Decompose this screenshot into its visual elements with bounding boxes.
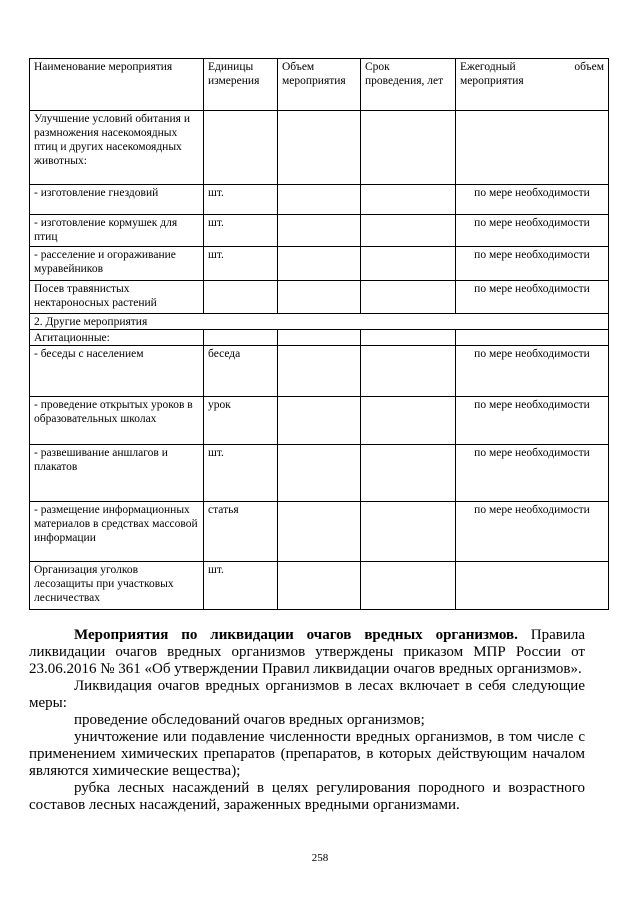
row-term <box>361 281 456 314</box>
row-unit <box>204 330 278 346</box>
row-volume <box>278 111 361 185</box>
row-volume <box>278 346 361 397</box>
row-volume <box>278 397 361 445</box>
header-volume: Объем мероприятия <box>278 59 361 111</box>
row-name: - беседы с населением <box>30 346 204 397</box>
table-row <box>30 185 609 215</box>
row-volume <box>278 330 361 346</box>
table-row <box>30 330 609 346</box>
table-row <box>30 397 609 445</box>
body-text <box>29 627 585 814</box>
row-name: - развешивание аншлагов и плакатов <box>30 445 204 502</box>
row-term <box>361 445 456 502</box>
row-unit: шт. <box>204 445 278 502</box>
row-name: - изготовление гнездовий <box>30 185 204 215</box>
row-annual: по мере необходимости <box>456 445 609 502</box>
paragraph-2: Ликвидация очагов вредных организмов в лесах включает в себя следующие меры: <box>29 678 585 711</box>
table-row <box>30 281 609 314</box>
row-name: Улучшение условий обитания и размножения насекомоядных птиц и других насекомоядных животных: <box>30 111 204 185</box>
row-annual <box>456 330 609 346</box>
row-name: - изготовление кормушек для птиц <box>30 215 204 247</box>
row-annual: по мере необходимости <box>456 215 609 247</box>
row-volume <box>278 562 361 610</box>
header-name: Наименование мероприятия <box>30 59 204 111</box>
row-term <box>361 185 456 215</box>
row-volume <box>278 445 361 502</box>
table-row <box>30 111 609 185</box>
paragraph-1-text: Правила ликвидации очагов вредных организмов утверждены приказом МПР России от 23.06.2016 № 361 «Об утверждении Правил ликвидации очагов вредных организмов». <box>29 627 586 677</box>
paragraph-1-heading: Мероприятия по ликвидации очагов вредных организмов. <box>74 627 518 643</box>
row-unit: шт. <box>204 562 278 610</box>
table-row <box>30 445 609 502</box>
row-volume <box>278 215 361 247</box>
row-unit: статья <box>204 502 278 562</box>
page-number: 258 <box>311 852 329 864</box>
row-term <box>361 346 456 397</box>
row-name: - проведение открытых уроков в образовательных школах <box>30 397 204 445</box>
row-unit: шт. <box>204 215 278 247</box>
row-term <box>361 562 456 610</box>
row-name: Посев травянистых нектароносных растений <box>30 281 204 314</box>
row-unit: шт. <box>204 185 278 215</box>
row-name: - расселение и огораживание муравейников <box>30 247 204 281</box>
paragraph-1 <box>29 627 585 678</box>
row-unit <box>204 111 278 185</box>
row-term <box>361 330 456 346</box>
table-row <box>30 215 609 247</box>
row-name: Агитационные: <box>30 330 204 346</box>
section-title: 2. Другие мероприятия <box>30 314 609 330</box>
row-annual: по мере необходимости <box>456 185 609 215</box>
row-annual: по мере необходимости <box>456 502 609 562</box>
row-term <box>361 215 456 247</box>
row-annual: по мере необходимости <box>456 281 609 314</box>
paragraph-3: проведение обследований очагов вредных организмов; <box>74 712 425 728</box>
row-annual <box>456 111 609 185</box>
events-table <box>29 58 609 610</box>
table-row <box>30 502 609 562</box>
row-unit: беседа <box>204 346 278 397</box>
paragraph-5: рубка лесных насаждений в целях регулирования породного и возрастного составов лесных насаждений, зараженных вредными организмами. <box>29 780 585 813</box>
row-unit <box>204 281 278 314</box>
row-annual: по мере необходимости <box>456 397 609 445</box>
row-volume <box>278 502 361 562</box>
row-name: - размещение информационных материалов в средствах массовой информации <box>30 502 204 562</box>
table-row <box>30 346 609 397</box>
table-header-row <box>30 59 609 111</box>
paragraph-4: уничтожение или подавление численности вредных организмов, в том числе с применением химических препаратов (препаратов, в которых действующим началом являются химические вещества); <box>29 729 585 779</box>
header-unit: Единицы измерения <box>204 59 278 111</box>
table-section-row <box>30 314 609 330</box>
table-row <box>30 562 609 610</box>
row-annual: по мере необходимости <box>456 346 609 397</box>
table-row <box>30 247 609 281</box>
row-name: Организация уголков лесозащиты при участковых лесничествах <box>30 562 204 610</box>
row-annual <box>456 562 609 610</box>
header-annual: Ежегодный объем мероприятия <box>456 59 609 111</box>
row-unit: шт. <box>204 247 278 281</box>
row-unit: урок <box>204 397 278 445</box>
row-volume <box>278 281 361 314</box>
row-term <box>361 247 456 281</box>
row-term <box>361 397 456 445</box>
row-volume <box>278 185 361 215</box>
header-term: Срок проведения, лет <box>361 59 456 111</box>
row-term <box>361 502 456 562</box>
row-annual: по мере необходимости <box>456 247 609 281</box>
row-term <box>361 111 456 185</box>
row-volume <box>278 247 361 281</box>
